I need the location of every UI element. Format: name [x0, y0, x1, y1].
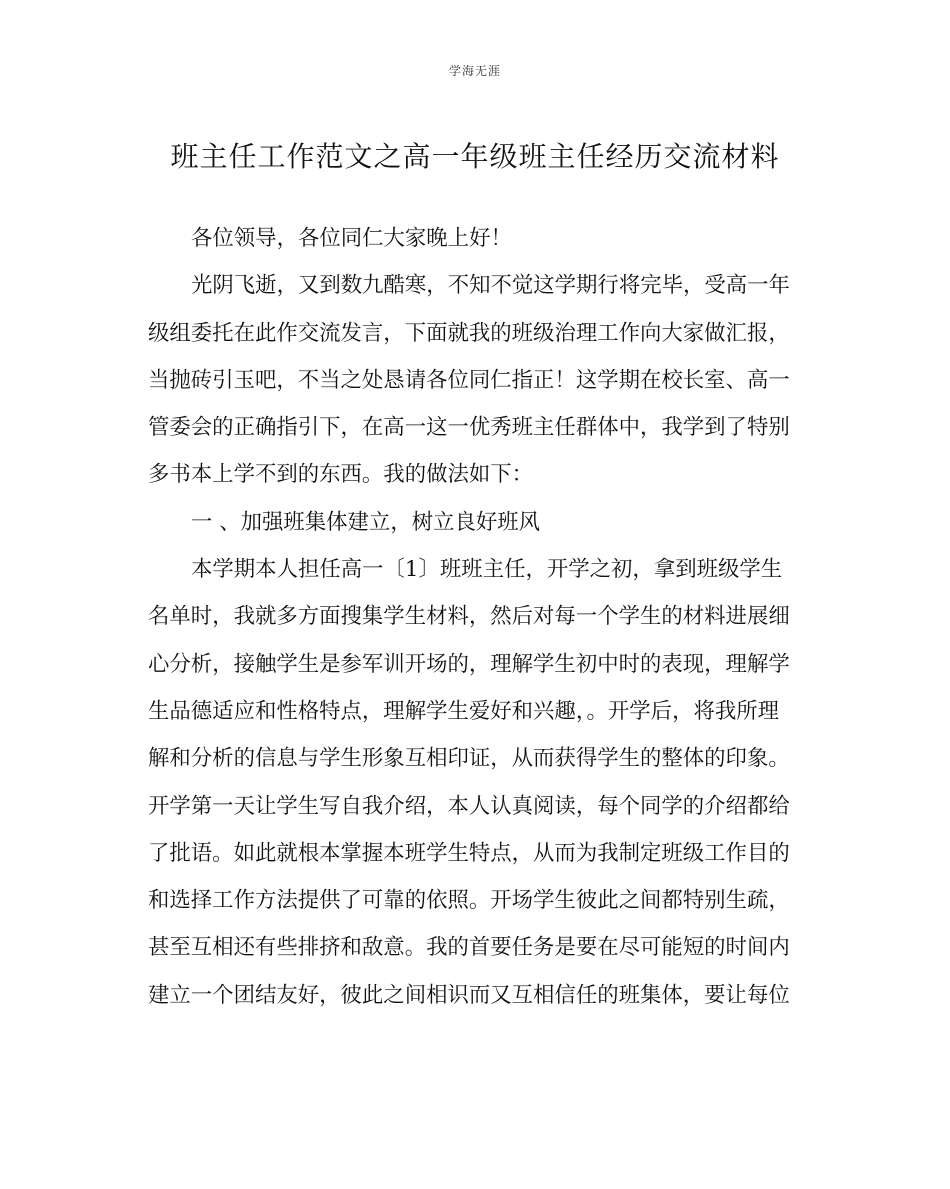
body-line: 建立一个团结友好，彼此之间相识而又互相信任的班集体，要让每位: [148, 982, 790, 1008]
document-title: 班主任工作范文之高一年级班主任经历交流材料: [170, 140, 780, 173]
body-line: 各位领导，各位同仁大家晚上好！: [191, 226, 512, 251]
document-body: [148, 220, 800, 1024]
body-line: 多书本上学不到的东西。我的做法如下：: [148, 462, 534, 488]
body-line: 解和分析的信息与学生形象互相印证，从而获得学生的整体的印象。: [148, 746, 790, 772]
section-heading: 一 、加强班集体建立，树立良好班风: [191, 509, 541, 535]
body-line: 了批语。如此就根本掌握本班学生特点，从而为我制定班级工作目的: [148, 840, 790, 866]
body-line: 光阴飞逝，又到数九酷寒，不知不觉这学期行将完毕，受高一年: [191, 273, 790, 299]
body-line: 心分析，接触学生是参军训开场的，理解学生初中时的表现，理解学: [148, 651, 790, 677]
body-line: 开学第一天让学生写自我介绍，本人认真阅读，每个同学的介绍都给: [148, 793, 790, 819]
body-line: 当抛砖引玉吧，不当之处恳请各位同仁指正！这学期在校长室、高一: [148, 367, 790, 393]
body-line: 生品德适应和性格特点，理解学生爱好和兴趣，。开学后，将我所理: [148, 698, 780, 724]
body-line: 本学期本人担任高一〔1〕班班主任，开学之初，拿到班级学生: [191, 557, 783, 583]
body-line: 名单时，我就多方面搜集学生材料，然后对每一个学生的材料进展细: [148, 604, 790, 630]
body-line: 级组委托在此作交流发言，下面就我的班级治理工作向大家做汇报，: [148, 320, 790, 346]
body-line: 甚至互相还有些排挤和敌意。我的首要任务是要在尽可能短的时间内: [148, 935, 790, 961]
body-line: 和选择工作方法提供了可靠的依照。开场学生彼此之间都特别生疏，: [148, 888, 790, 914]
page-header: 学海无涯: [448, 64, 501, 78]
body-line: 管委会的正确指引下，在高一这一优秀班主任群体中，我学到了特别: [148, 415, 790, 441]
